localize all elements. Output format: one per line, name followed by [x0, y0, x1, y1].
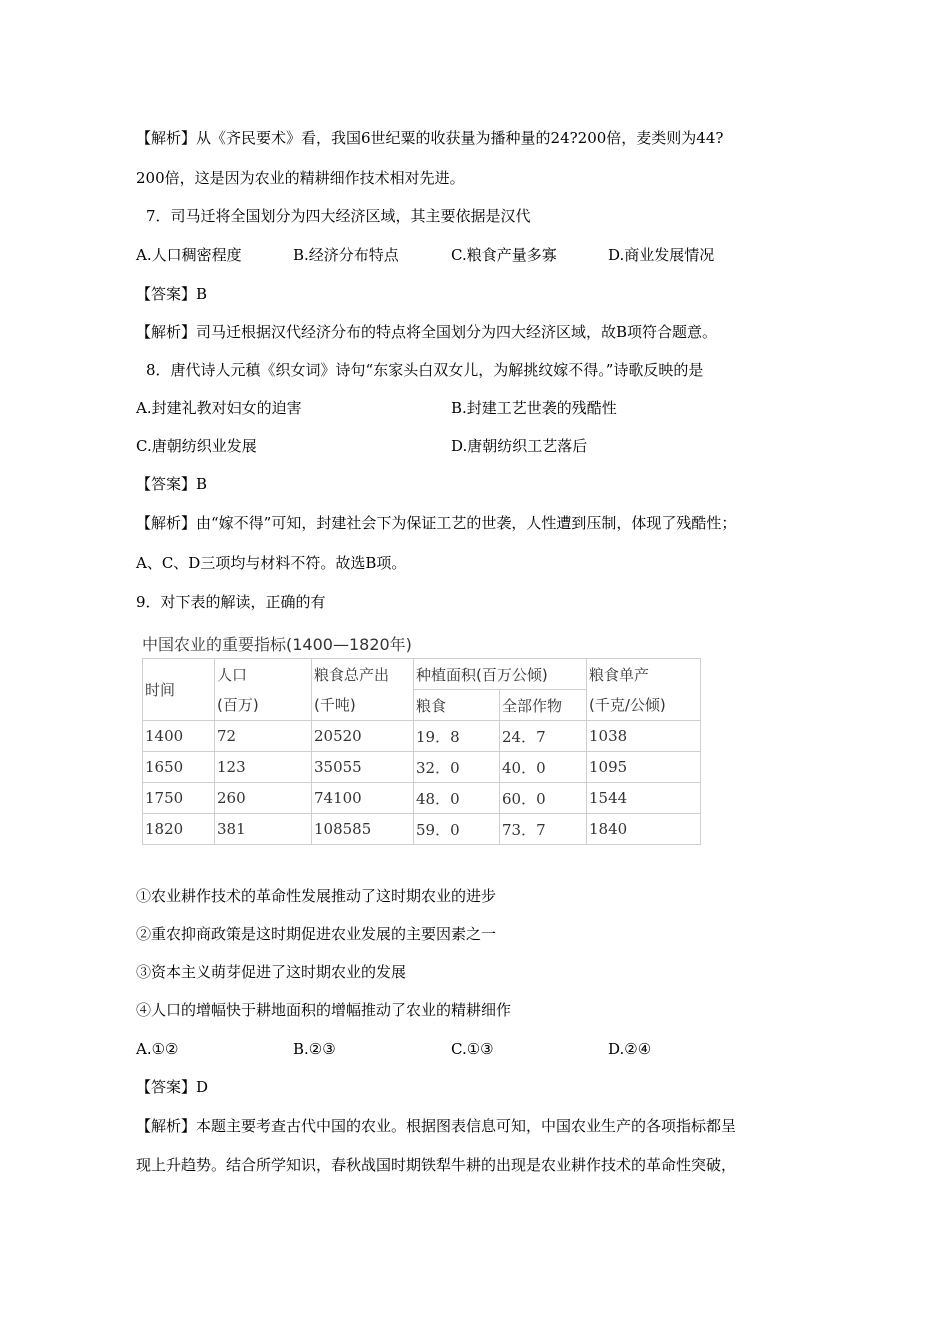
q7-option-b: B.经济分布特点: [293, 246, 399, 264]
header-population-unit: (百万): [215, 690, 312, 721]
question-8: 8．唐代诗人元稹《织女词》诗句“东家头白双女儿，为解挑纹嫁不得。”诗歌反映的是: [146, 361, 704, 379]
table-header-row: [143, 659, 701, 690]
cell-population: 381: [215, 814, 312, 845]
cell-yield: 1095: [587, 752, 701, 783]
cell-grain-area: 19．8: [414, 721, 500, 752]
analysis-line-2: 200倍，这是因为农业的精耕细作技术相对先进。: [136, 169, 465, 187]
q9-answer: 【答案】D: [136, 1078, 209, 1096]
header-grain: 粮食: [414, 690, 500, 721]
header-output-unit: (千吨): [312, 690, 414, 721]
cell-yield: 1038: [587, 721, 701, 752]
q8-answer: 【答案】B: [136, 475, 208, 493]
q8-analysis-1: 【解析】由“嫁不得”可知，封建社会下为保证工艺的世袭，人性遭到压制，体现了残酷性；: [136, 514, 737, 532]
q9-analysis-2: 现上升趋势。结合所学知识，春秋战国时期铁犁牛耕的出现是农业耕作技术的革命性突破，: [136, 1156, 737, 1174]
table-subheader-row: [143, 690, 701, 721]
question-7: 7．司马迁将全国划分为四大经济区域，其主要依据是汉代: [146, 207, 531, 225]
cell-output: 20520: [312, 721, 414, 752]
cell-population: 260: [215, 783, 312, 814]
q7-option-c: C.粮食产量多寡: [451, 246, 557, 264]
cell-all-area: 40．0: [500, 752, 587, 783]
q7-option-a: A.人口稠密程度: [136, 246, 242, 264]
agriculture-table: [142, 658, 701, 845]
statement-2: ②重农抑商政策是这时期促进农业发展的主要因素之一: [136, 925, 497, 943]
cell-grain-area: 59．0: [414, 814, 500, 845]
header-time: 时间: [143, 659, 215, 721]
cell-yield: 1544: [587, 783, 701, 814]
statement-3: ③资本主义萌芽促进了这时期农业的发展: [136, 963, 407, 981]
question-9: 9．对下表的解读，正确的有: [136, 593, 326, 611]
cell-all-area: 60．0: [500, 783, 587, 814]
header-population: 人口: [215, 659, 312, 690]
cell-all-area: 24．7: [500, 721, 587, 752]
q9-option-a: A.①②: [136, 1040, 179, 1058]
q9-option-c: C.①③: [451, 1040, 494, 1058]
q9-option-b: B.②③: [293, 1040, 336, 1058]
q9-option-d: D.②④: [608, 1040, 652, 1058]
table-row: [143, 721, 701, 752]
cell-population: 72: [215, 721, 312, 752]
analysis-line-1: 【解析】从《齐民要术》看，我国6世纪粟的收获量为播种量的24?200倍，麦类则为44?: [136, 129, 724, 147]
header-yield: 粮食单产: [587, 659, 701, 690]
cell-output: 74100: [312, 783, 414, 814]
cell-all-area: 73．7: [500, 814, 587, 845]
cell-year: 1820: [143, 814, 215, 845]
header-yield-unit: (千克/公倾): [587, 690, 701, 721]
statement-4: ④人口的增幅快于耕地面积的增幅推动了农业的精耕细作: [136, 1001, 512, 1019]
table-title: 中国农业的重要指标(1400—1820年): [142, 635, 412, 654]
cell-year: 1400: [143, 721, 215, 752]
q9-analysis-1: 【解析】本题主要考查古代中国的农业。根据图表信息可知，中国农业生产的各项指标都呈: [136, 1117, 737, 1135]
table-row: [143, 814, 701, 845]
q8-option-b: B.封建工艺世袭的残酷性: [451, 399, 617, 417]
cell-grain-area: 32．0: [414, 752, 500, 783]
cell-year: 1750: [143, 783, 215, 814]
statement-1: ①农业耕作技术的革命性发展推动了这时期农业的进步: [136, 887, 497, 905]
q7-answer: 【答案】B: [136, 285, 208, 303]
cell-yield: 1840: [587, 814, 701, 845]
q8-analysis-2: A、C、D三项均与材料不符。故选B项。: [136, 554, 407, 572]
q7-analysis: 【解析】司马迁根据汉代经济分布的特点将全国划分为四大经济区域，故B项符合题意。: [136, 323, 718, 341]
cell-population: 123: [215, 752, 312, 783]
header-planting-area: 种植面积(百万公倾): [414, 659, 587, 690]
q7-option-d: D.商业发展情况: [608, 246, 715, 264]
q8-option-d: D.唐朝纺织工艺落后: [451, 437, 588, 455]
header-all-crops: 全部作物: [500, 690, 587, 721]
cell-year: 1650: [143, 752, 215, 783]
table-row: [143, 783, 701, 814]
cell-output: 108585: [312, 814, 414, 845]
table-row: [143, 752, 701, 783]
q8-option-c: C.唐朝纺织业发展: [136, 437, 257, 455]
cell-grain-area: 48．0: [414, 783, 500, 814]
q8-option-a: A.封建礼教对妇女的迫害: [136, 399, 302, 417]
cell-output: 35055: [312, 752, 414, 783]
header-output: 粮食总产出: [312, 659, 414, 690]
